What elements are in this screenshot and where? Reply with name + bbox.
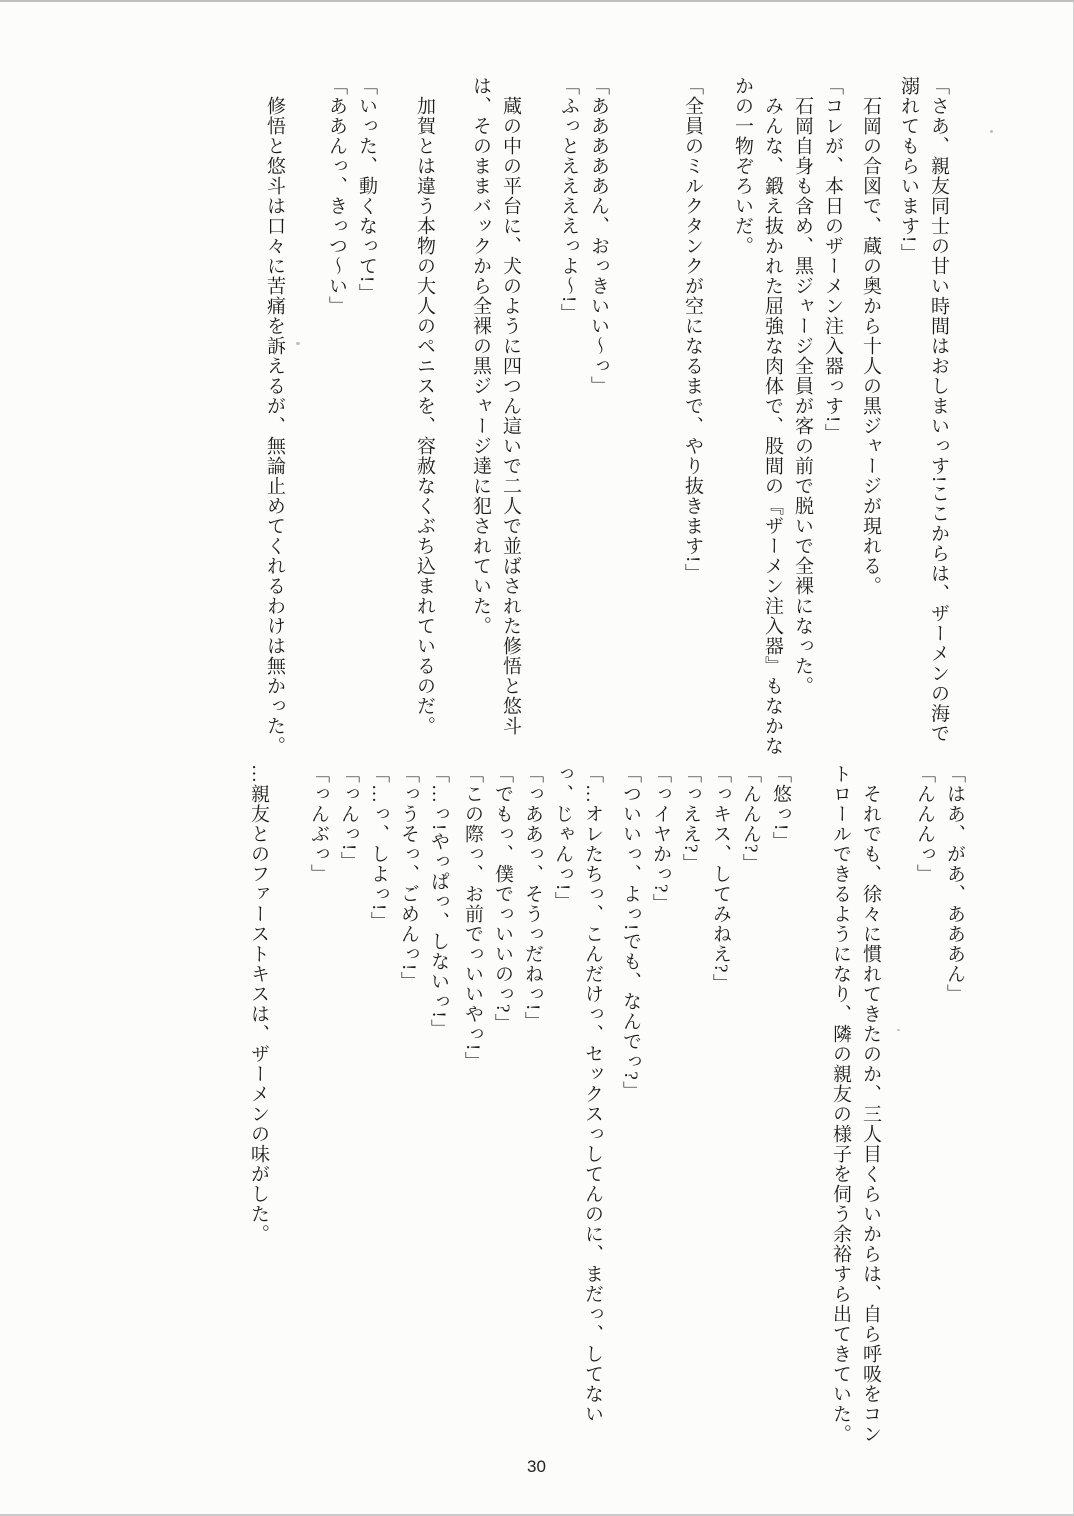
- text-line: …親友とのファーストキスは、ザーメンの味がした。: [248, 764, 269, 1244]
- text-line: 修悟と悠斗は口々に苦痛を訴えるが、無論止めてくれるわけは無かった。: [264, 96, 285, 756]
- text-line: 「っキス、してみねえ?」: [710, 764, 731, 994]
- text-line: 「んんん?」: [740, 764, 761, 874]
- text-line: は、そのままバックから全裸の黒ジャージ達に犯されていた。: [470, 76, 491, 636]
- text-line: それでも、徐々に慣れてきたのか、三人目くらいからは、自ら呼吸をコン: [860, 784, 881, 1444]
- text-line: 「…っ、しよっ!」: [368, 764, 389, 932]
- text-line: 「っんっ!」: [338, 764, 359, 872]
- text-line: 「コレが、本日のザーメン注入器っす!」: [822, 76, 843, 444]
- scan-speck: [897, 1029, 900, 1031]
- text-line: 「ふっとええええっよ〜!」: [558, 76, 579, 324]
- text-line: かの一物ぞろいだ。: [732, 76, 753, 256]
- page-number: 30: [527, 1457, 546, 1476]
- text-line: 「ついいっ、よっ!でも、なんでっ?」: [620, 764, 641, 1101]
- text-line: 「っああっ、そうっだねっ!」: [522, 764, 543, 1032]
- text-line: 「っうそっ、ごめんっ!」: [398, 764, 419, 992]
- scan-speck: [296, 342, 300, 345]
- text-line: 「んんんっ」: [914, 764, 935, 884]
- text-line: 加賀とは違う本物の大人のペニスを、容赦なくぶち込まれているのだ。: [414, 96, 435, 736]
- text-line: っ、じゃんっ!」: [552, 764, 573, 912]
- text-line: 「いった、動くなって!」: [356, 76, 377, 304]
- text-line: 「っイヤかっ?」: [650, 764, 671, 914]
- text-line: 「ああんっ、きっつ〜い」: [326, 76, 347, 316]
- text-line: 「さあ、親友同士の甘い時間はおしまいっす!ここからは、ザーメンの海で: [928, 76, 949, 744]
- text-line: 「悠っ!」: [770, 764, 791, 852]
- text-line: 「はあ、があ、あああん」: [944, 764, 965, 1004]
- scan-speck: [990, 130, 993, 133]
- text-line: 蔵の中の平台に、犬のように四つん這いで二人で並ばされた修悟と悠斗: [500, 96, 521, 736]
- text-line: 「…オレたちっ、こんだけっ、セックスっしてんのに、まだっ、してない: [582, 764, 603, 1424]
- text-line: 溺れてもらいます!」: [898, 76, 919, 264]
- text-line: みんな、鍛え抜かれた屈強な肉体で、股間の『ザーメン注入器』もなかな: [762, 96, 783, 756]
- text-line: 石岡自身も含め、黒ジャージ全員が客の前で脱いで全裸になった。: [792, 96, 813, 696]
- text-line: 「っんぶっ」: [308, 764, 329, 884]
- text-line: 「全員のミルクタンクが空になるまで、やり抜きます!」: [682, 76, 703, 584]
- text-line: 「この際っ、お前でっいいやっ!」: [462, 764, 483, 1072]
- text-line: 「っええ?」: [680, 764, 701, 874]
- text-line: 「でもっ、僕でっいいのっ?」: [492, 764, 513, 1034]
- text-line: 「あああああん、おっきいい〜っ」: [588, 76, 609, 396]
- text-section-bottom: [243, 764, 969, 1454]
- text-section-top: [259, 76, 953, 766]
- text-line: トロールできるようになり、隣の親友の様子を伺う余裕すら出てきていた。: [830, 764, 851, 1444]
- text-line: 「…っ!やっぱっ、しないっ!」: [428, 764, 449, 1039]
- text-line: 石岡の合図で、蔵の奥から十人の黒ジャージが現れる。: [860, 96, 881, 596]
